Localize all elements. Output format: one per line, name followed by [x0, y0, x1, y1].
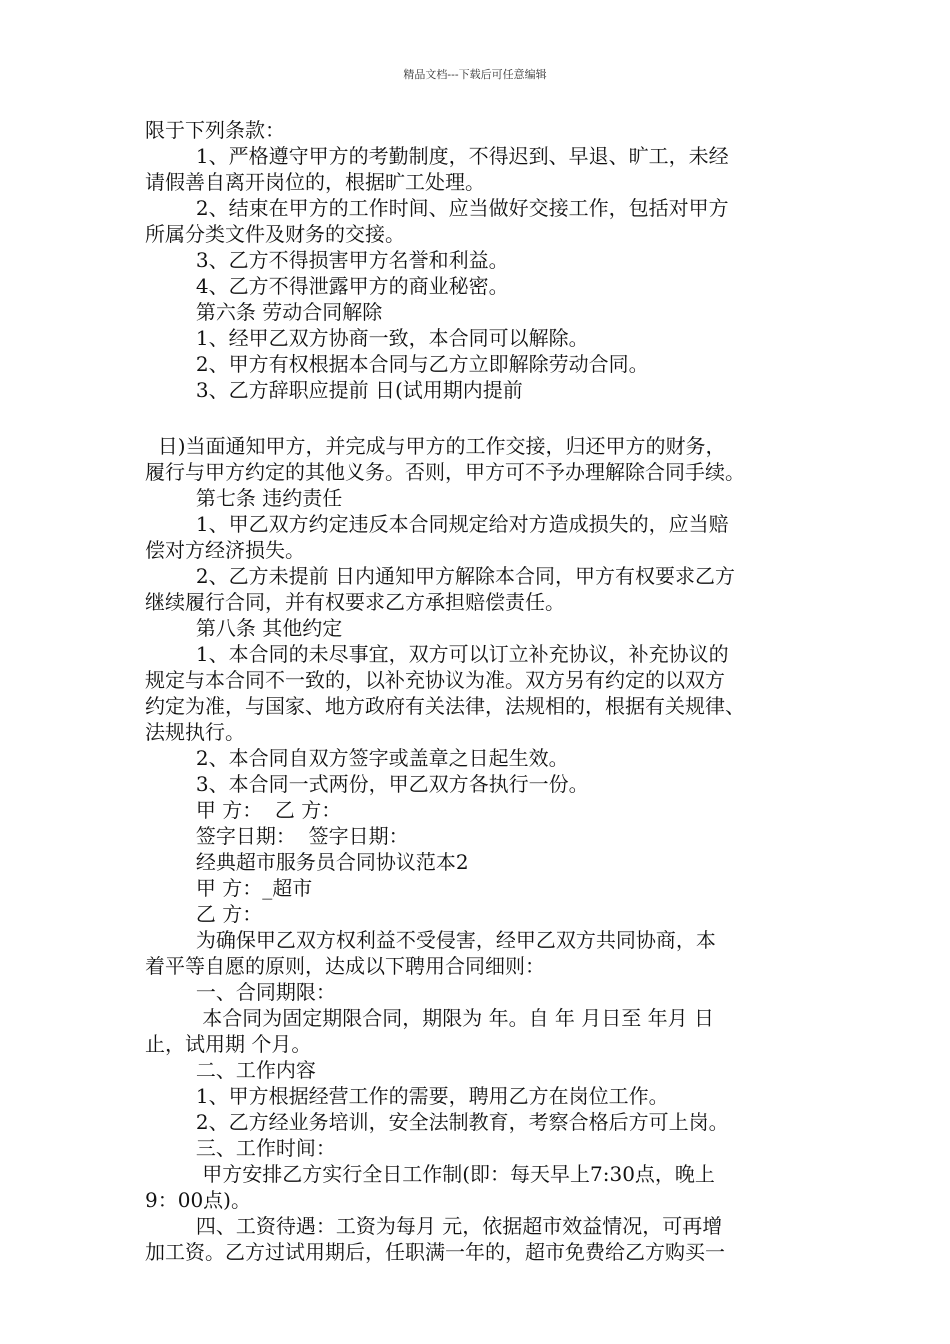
text-line: 着平等自愿的原则，达成以下聘用合同细则：	[145, 954, 545, 978]
text-line: 1、经甲乙双方协商一致，本合同可以解除。	[145, 326, 589, 350]
text-line: 2、乙方未提前 日内通知甲方解除本合同，甲方有权要求乙方	[145, 564, 735, 588]
text-line: 履行与甲方约定的其他义务。否则，甲方可不予办理解除合同手续。	[145, 460, 745, 484]
text-line: 继续履行合同，并有权要求乙方承担赔偿责任。	[145, 590, 565, 614]
text-line: 第八条 其他约定	[145, 616, 343, 640]
text-line: 1、本合同的未尽事宜，双方可以订立补充协议，补充协议的	[145, 642, 729, 666]
text-line: 2、结束在甲方的工作时间、应当做好交接工作，包括对甲方	[145, 196, 729, 220]
text-line: 日)当面通知甲方，并完成与甲方的工作交接，归还甲方的财务，	[145, 434, 726, 458]
text-line: 甲方安排乙方实行全日工作制(即：每天早上7:30点，晚上	[145, 1162, 715, 1186]
text-line: 4、乙方不得泄露甲方的商业秘密。	[145, 274, 509, 298]
text-line: 3、本合同一式两份，甲乙双方各执行一份。	[145, 772, 589, 796]
text-line: 法规执行。	[145, 720, 245, 744]
text-line: 3、乙方辞职应提前 日(试用期内提前	[145, 378, 523, 402]
text-line: 2、乙方经业务培训，安全法制教育，考察合格后方可上岗。	[145, 1110, 729, 1134]
text-line: 1、严格遵守甲方的考勤制度，不得迟到、早退、旷工，未经	[145, 144, 729, 168]
paragraph-gap	[145, 403, 810, 433]
text-line: 3、乙方不得损害甲方名誉和利益。	[145, 248, 509, 272]
text-line: 请假善自离开岗位的，根据旷工处理。	[145, 170, 485, 194]
text-line: 1、甲乙双方约定违反本合同规定给对方造成损失的，应当赔	[145, 512, 729, 536]
text-line: 2、本合同自双方签字或盖章之日起生效。	[145, 746, 569, 770]
text-line: 止，试用期 个月。	[145, 1032, 312, 1056]
text-line: 偿对方经济损失。	[145, 538, 305, 562]
text-line: 甲 方：_超市	[145, 876, 313, 900]
text-line: 限于下列条款：	[145, 118, 285, 142]
text-line: 约定为准，与国家、地方政府有关法律，法规相的，根据有关规律、	[145, 694, 745, 718]
text-line: 甲 方： 乙 方：	[145, 798, 342, 822]
text-line: 规定与本合同不一致的，以补充协议为准。双方另有约定的以双方	[145, 668, 725, 692]
text-line: 乙 方：	[145, 902, 263, 926]
page-header: 精品文档---下载后可任意编辑	[403, 68, 547, 81]
text-line: 经典超市服务员合同协议范本2	[145, 850, 469, 874]
text-line: 9：00点)。	[145, 1188, 251, 1212]
document-body	[145, 117, 810, 1265]
text-line: 三、工作时间：	[145, 1136, 336, 1160]
text-line: 二、工作内容	[145, 1058, 316, 1082]
text-line: 所属分类文件及财务的交接。	[145, 222, 405, 246]
text-line: 签字日期： 签字日期：	[145, 824, 409, 848]
text-line: 第六条 劳动合同解除	[145, 300, 383, 324]
text-line: 第七条 违约责任	[145, 486, 343, 510]
text-line: 2、甲方有权根据本合同与乙方立即解除劳动合同。	[145, 352, 649, 376]
text-line: 四、工资待遇：工资为每月 元，依据超市效益情况，可再增	[145, 1214, 723, 1238]
text-line: 1、甲方根据经营工作的需要，聘用乙方在岗位工作。	[145, 1084, 669, 1108]
text-line: 一、合同期限：	[145, 980, 336, 1004]
text-line: 本合同为固定期限合同，期限为 年。自 年 月日至 年月 日	[145, 1006, 715, 1030]
text-line: 为确保甲乙双方权利益不受侵害，经甲乙双方共同协商，本	[145, 928, 716, 952]
text-line: 加工资。乙方过试用期后，任职满一年的，超市免费给乙方购买一	[145, 1240, 725, 1264]
